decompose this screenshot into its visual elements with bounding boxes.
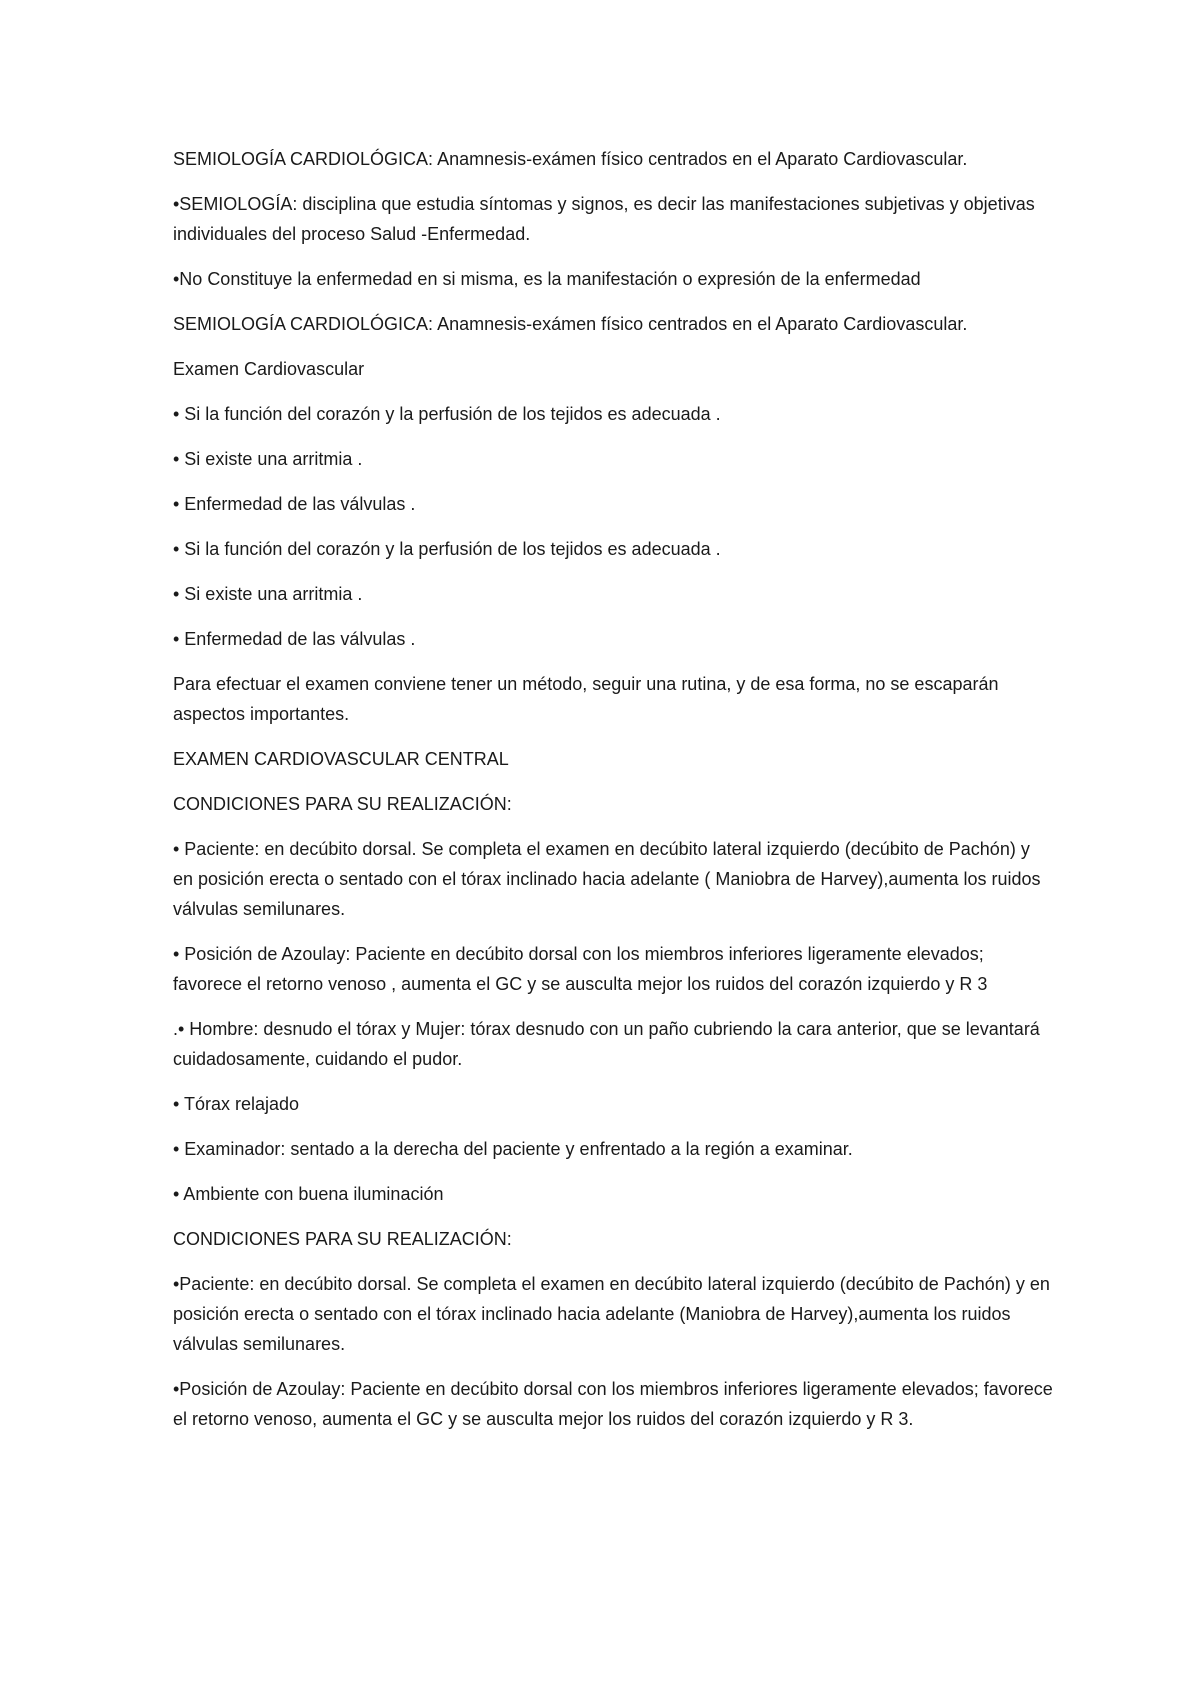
- list-item: •Posición de Azoulay: Paciente en decúbito dorsal con los miembros inferiores ligeramente elevados; favorece el retorno venoso, aumenta el GC y se ausculta mejor los ruidos del corazón izquierdo y R 3.: [173, 1379, 1053, 1429]
- list-item: • Si existe una arritmia .: [173, 449, 363, 469]
- list-item: .• Hombre: desnudo el tórax y Mujer: tórax desnudo con un paño cubriendo la cara anterior, que se levantará cuidadosamente, cuidando el pudor.: [173, 1019, 1040, 1069]
- list-item: • Examinador: sentado a la derecha del paciente y enfrentado a la región a examinar.: [173, 1139, 853, 1159]
- list-item: • Enfermedad de las válvulas .: [173, 629, 416, 649]
- heading-condiciones-repeat: CONDICIONES PARA SU REALIZACIÓN:: [173, 1229, 512, 1249]
- list-item: • Posición de Azoulay: Paciente en decúbito dorsal con los miembros inferiores ligeramente elevados; favorece el retorno venoso , aumenta el GC y se ausculta mejor los ruidos del corazón izquierdo y R 3: [173, 944, 988, 994]
- heading-semiologia-cardiologica-repeat: SEMIOLOGÍA CARDIOLÓGICA: Anamnesis-exámen físico centrados en el Aparato Cardiovascular.: [173, 314, 968, 334]
- list-item: • Tórax relajado: [173, 1094, 300, 1114]
- list-item: • Si la función del corazón y la perfusión de los tejidos es adecuada .: [173, 539, 721, 559]
- list-item: • Si la función del corazón y la perfusión de los tejidos es adecuada .: [173, 404, 721, 424]
- heading-examen-cardiovascular: Examen Cardiovascular: [173, 359, 365, 379]
- list-item: • Si existe una arritmia .: [173, 584, 363, 604]
- list-item: • Enfermedad de las válvulas .: [173, 494, 416, 514]
- heading-examen-central: EXAMEN CARDIOVASCULAR CENTRAL: [173, 749, 509, 769]
- paragraph-semiologia-definition: •SEMIOLOGÍA: disciplina que estudia síntomas y signos, es decir las manifestaciones subjetivas y objetivas individuales del proceso Salud -Enfermedad.: [173, 194, 1035, 244]
- list-item: • Ambiente con buena iluminación: [173, 1184, 444, 1204]
- paragraph-no-constituye: •No Constituye la enfermedad en si misma, es la manifestación o expresión de la enfermedad: [173, 269, 921, 289]
- list-item: •Paciente: en decúbito dorsal. Se completa el examen en decúbito lateral izquierdo (decúbito de Pachón) y en posición erecta o sentado con el tórax inclinado hacia adelante (Maniobra de Harvey),aumenta los ruidos válvulas semilunares.: [173, 1274, 1050, 1354]
- heading-semiologia-cardiologica: SEMIOLOGÍA CARDIOLÓGICA: Anamnesis-exámen físico centrados en el Aparato Cardiovascular.: [173, 149, 968, 169]
- document-body: [173, 144, 1053, 1449]
- paragraph-metodo: Para efectuar el examen conviene tener un método, seguir una rutina, y de esa forma, no se escaparán aspectos importantes.: [173, 674, 999, 724]
- list-item: • Paciente: en decúbito dorsal. Se completa el examen en decúbito lateral izquierdo (decúbito de Pachón) y en posición erecta o sentado con el tórax inclinado hacia adelante ( Maniobra de Harvey),aumenta los ruidos válvulas semilunares.: [173, 839, 1041, 919]
- heading-condiciones: CONDICIONES PARA SU REALIZACIÓN:: [173, 794, 512, 814]
